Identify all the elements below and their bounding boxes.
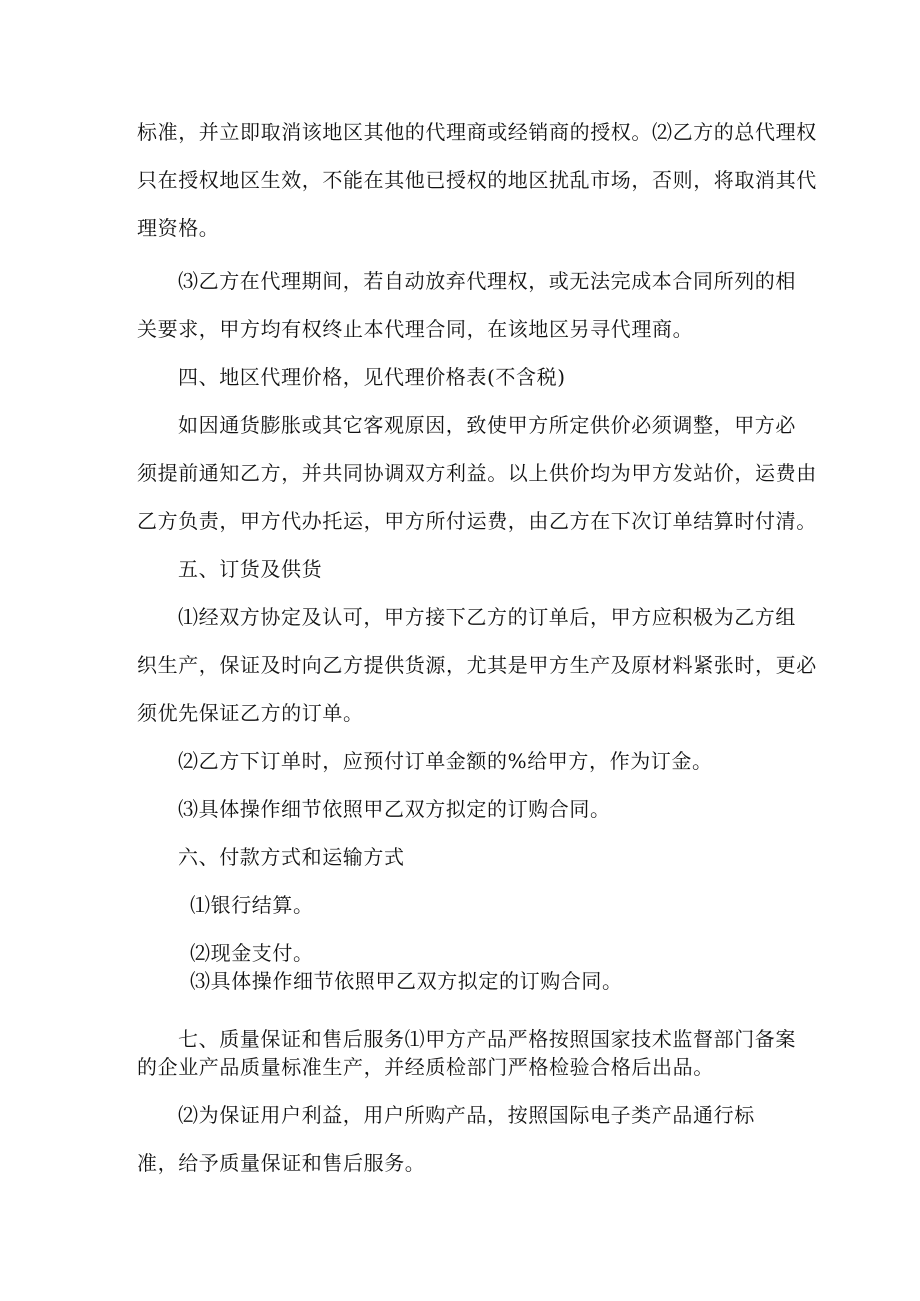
section-heading: 四、地区代理价格，见代理价格表(不含税) — [178, 365, 566, 389]
text-line: ⑴经双方协定及认可，甲方接下乙方的订单后，甲方应积极为乙方组 — [178, 605, 796, 629]
text-line: ⑶具体操作细节依照甲乙双方拟定的订购合同。 — [178, 797, 611, 821]
text-line: 乙方负责，甲方代办托运，甲方所付运费，由乙方在下次订单结算时付清。 — [137, 509, 817, 533]
text-line: 如因通货膨胀或其它客观原因，致使甲方所定供价必须调整，甲方必 — [178, 413, 796, 437]
section-heading: 六、付款方式和运输方式 — [178, 845, 405, 869]
text-line: 织生产，保证及时向乙方提供货源，尤其是甲方生产及原材料紧张时，更必 — [137, 653, 817, 677]
text-line: 的企业产品质量标准生产，并经质检部门严格检验合格后出品。 — [137, 1055, 714, 1079]
text-line: 须提前通知乙方，并共同协调双方利益。以上供价均为甲方发站价，运费由 — [137, 461, 817, 485]
text-line: 标准，并立即取消该地区其他的代理商或经销商的授权。⑵乙方的总代理权 — [137, 120, 817, 144]
text-line: 准，给予质量保证和售后服务。 — [137, 1151, 426, 1175]
text-line: ⑵为保证用户利益，用户所购产品，按照国际电子类产品通行标 — [178, 1103, 755, 1127]
section-heading: 七、质量保证和售后服务⑴甲方产品严格按照国家技术监督部门备案 — [178, 1027, 796, 1051]
text-line: 理资格。 — [137, 216, 220, 240]
text-line: ⑵现金支付。 — [190, 941, 314, 965]
text-line: ⑶乙方在代理期间，若自动放弃代理权，或无法完成本合同所列的相 — [178, 269, 796, 293]
text-line: ⑴银行结算。 — [190, 893, 314, 917]
text-line: ⑶具体操作细节依照甲乙双方拟定的订购合同。 — [190, 969, 623, 993]
text-line: ⑵乙方下订单时，应预付订单金额的%给甲方，作为订金。 — [178, 749, 713, 773]
section-heading: 五、订货及供货 — [178, 557, 323, 581]
text-line: 须优先保证乙方的订单。 — [137, 701, 364, 725]
text-line: 只在授权地区生效，不能在其他已授权的地区扰乱市场，否则，将取消其代 — [137, 168, 817, 192]
text-line: 关要求，甲方均有权终止本代理合同，在该地区另寻代理商。 — [137, 317, 694, 341]
